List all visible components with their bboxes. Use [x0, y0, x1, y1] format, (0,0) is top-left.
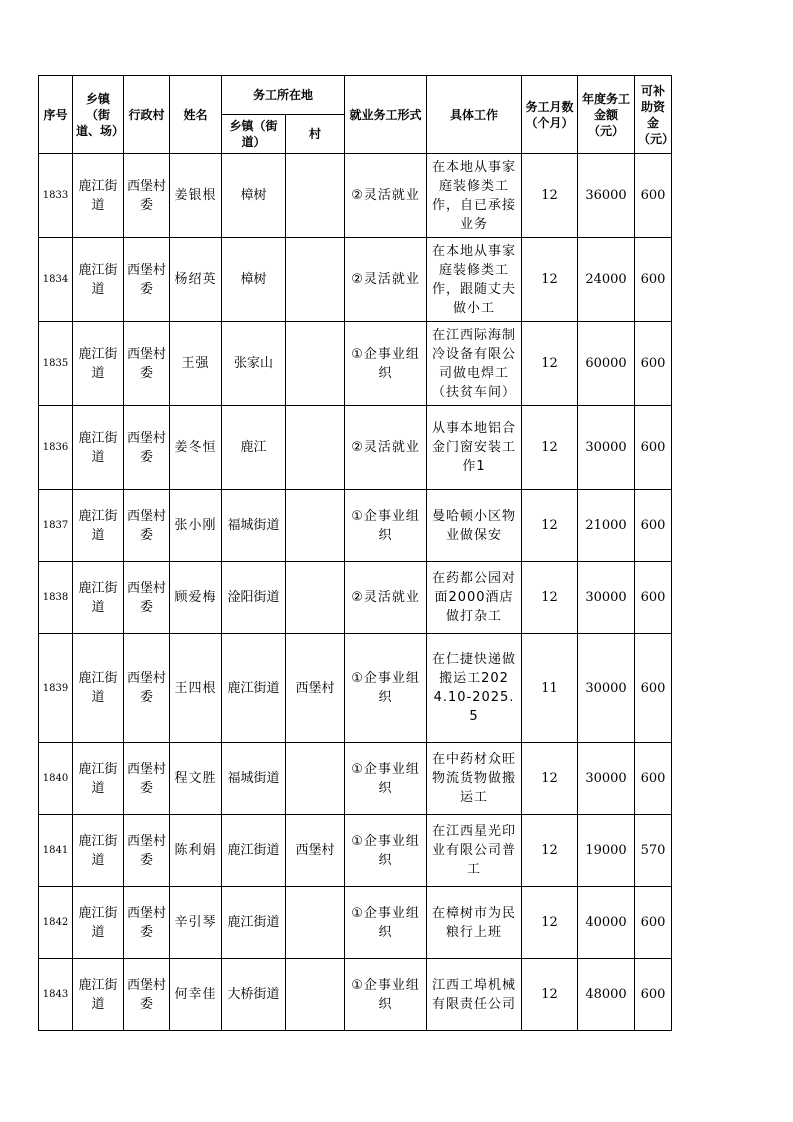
job-cell: 江西工埠机械有限责任公司	[427, 959, 522, 1031]
seq-cell: 1835	[39, 322, 73, 406]
town-cell: 鹿江街道	[73, 562, 124, 634]
loc-village-cell: 西堡村	[286, 634, 345, 743]
village-cell: 西堡村委	[124, 959, 170, 1031]
months-cell: 12	[522, 562, 578, 634]
loc-town-cell: 樟树	[222, 154, 286, 238]
loc-town-cell: 鹿江街道	[222, 815, 286, 887]
town-cell: 鹿江街道	[73, 406, 124, 490]
income-cell: 30000	[578, 634, 635, 743]
months-cell: 12	[522, 887, 578, 959]
village-cell: 西堡村委	[124, 154, 170, 238]
header-annual-income: 年度务工金额（元）	[578, 76, 635, 154]
income-cell: 24000	[578, 238, 635, 322]
loc-town-cell: 福城街道	[222, 743, 286, 815]
town-cell: 鹿江街道	[73, 238, 124, 322]
job-cell: 在仁捷快递做搬运工2024.10-2025.5	[427, 634, 522, 743]
name-cell: 姜银根	[170, 154, 222, 238]
employment-form-cell: ①企事业组织	[345, 887, 427, 959]
village-cell: 西堡村委	[124, 887, 170, 959]
seq-cell: 1841	[39, 815, 73, 887]
job-cell: 在江西星光印业有限公司普工	[427, 815, 522, 887]
name-cell: 陈利娟	[170, 815, 222, 887]
village-cell: 西堡村委	[124, 634, 170, 743]
table-row	[39, 887, 672, 959]
header-town: 乡镇（街道、场）	[73, 76, 124, 154]
seq-cell: 1840	[39, 743, 73, 815]
header-village: 行政村	[124, 76, 170, 154]
seq-cell: 1838	[39, 562, 73, 634]
loc-village-cell	[286, 887, 345, 959]
income-cell: 30000	[578, 406, 635, 490]
income-cell: 21000	[578, 490, 635, 562]
header-employment-form: 就业务工形式	[345, 76, 427, 154]
subsidy-table	[38, 75, 675, 1031]
income-cell: 30000	[578, 562, 635, 634]
loc-village-cell	[286, 743, 345, 815]
months-cell: 12	[522, 322, 578, 406]
village-cell: 西堡村委	[124, 490, 170, 562]
loc-town-cell: 淦阳街道	[222, 562, 286, 634]
name-cell: 王强	[170, 322, 222, 406]
village-cell: 西堡村委	[124, 406, 170, 490]
loc-town-cell: 福城街道	[222, 490, 286, 562]
job-cell: 在药都公园对面2000酒店做打杂工	[427, 562, 522, 634]
village-cell: 西堡村委	[124, 743, 170, 815]
subsidy-cell: 600	[635, 959, 672, 1031]
job-cell: 在樟树市为民粮行上班	[427, 887, 522, 959]
loc-village-cell	[286, 154, 345, 238]
name-cell: 顾爱梅	[170, 562, 222, 634]
income-cell: 19000	[578, 815, 635, 887]
town-cell: 鹿江街道	[73, 959, 124, 1031]
income-cell: 40000	[578, 887, 635, 959]
income-cell: 48000	[578, 959, 635, 1031]
name-cell: 张小刚	[170, 490, 222, 562]
job-cell: 在本地从事家庭装修类工作，跟随丈夫做小工	[427, 238, 522, 322]
seq-cell: 1837	[39, 490, 73, 562]
header-seq: 序号	[39, 76, 73, 154]
subsidy-cell: 600	[635, 154, 672, 238]
loc-village-cell	[286, 562, 345, 634]
seq-cell: 1843	[39, 959, 73, 1031]
village-cell: 西堡村委	[124, 562, 170, 634]
employment-form-cell: ①企事业组织	[345, 743, 427, 815]
loc-village-cell: 西堡村	[286, 815, 345, 887]
subsidy-cell: 600	[635, 743, 672, 815]
header-work-location: 务工所在地	[222, 76, 345, 115]
months-cell: 12	[522, 815, 578, 887]
subsidy-cell: 600	[635, 887, 672, 959]
subsidy-cell: 600	[635, 406, 672, 490]
loc-town-cell: 鹿江街道	[222, 634, 286, 743]
header-loc-town: 乡镇（街道）	[222, 115, 286, 154]
months-cell: 12	[522, 406, 578, 490]
job-cell: 在江西际海制冷设备有限公司做电焊工（扶贫车间）	[427, 322, 522, 406]
table-row	[39, 154, 672, 238]
subsidy-cell: 600	[635, 490, 672, 562]
name-cell: 王四根	[170, 634, 222, 743]
job-cell: 在本地从事家庭装修类工作，自已承接业务	[427, 154, 522, 238]
table-row	[39, 815, 672, 887]
table-row	[39, 743, 672, 815]
loc-town-cell: 樟树	[222, 238, 286, 322]
table-row	[39, 322, 672, 406]
town-cell: 鹿江街道	[73, 815, 124, 887]
header-loc-village: 村	[286, 115, 345, 154]
table-row	[39, 406, 672, 490]
months-cell: 12	[522, 959, 578, 1031]
months-cell: 12	[522, 490, 578, 562]
name-cell: 姜冬恒	[170, 406, 222, 490]
months-cell: 12	[522, 238, 578, 322]
seq-cell: 1839	[39, 634, 73, 743]
subsidy-cell: 600	[635, 322, 672, 406]
town-cell: 鹿江街道	[73, 490, 124, 562]
employment-form-cell: ②灵活就业	[345, 154, 427, 238]
table-row	[39, 634, 672, 743]
loc-town-cell: 大桥街道	[222, 959, 286, 1031]
header-job: 具体工作	[427, 76, 522, 154]
subsidy-cell: 570	[635, 815, 672, 887]
seq-cell: 1834	[39, 238, 73, 322]
loc-village-cell	[286, 406, 345, 490]
loc-town-cell: 鹿江	[222, 406, 286, 490]
town-cell: 鹿江街道	[73, 322, 124, 406]
income-cell: 60000	[578, 322, 635, 406]
village-cell: 西堡村委	[124, 815, 170, 887]
seq-cell: 1836	[39, 406, 73, 490]
table-row	[39, 490, 672, 562]
village-cell: 西堡村委	[124, 238, 170, 322]
months-cell: 12	[522, 743, 578, 815]
table-row	[39, 562, 672, 634]
employment-form-cell: ①企事业组织	[345, 815, 427, 887]
town-cell: 鹿江街道	[73, 887, 124, 959]
loc-village-cell	[286, 322, 345, 406]
loc-town-cell: 鹿江街道	[222, 887, 286, 959]
loc-town-cell: 张家山	[222, 322, 286, 406]
name-cell: 程文胜	[170, 743, 222, 815]
table-body	[39, 154, 672, 1031]
employment-form-cell: ①企事业组织	[345, 634, 427, 743]
employment-form-cell: ②灵活就业	[345, 406, 427, 490]
loc-village-cell	[286, 238, 345, 322]
town-cell: 鹿江街道	[73, 154, 124, 238]
town-cell: 鹿江街道	[73, 634, 124, 743]
name-cell: 杨绍英	[170, 238, 222, 322]
employment-form-cell: ②灵活就业	[345, 562, 427, 634]
job-cell: 从事本地铝合金门窗安装工作1	[427, 406, 522, 490]
income-cell: 30000	[578, 743, 635, 815]
header-subsidy: 可补助资金（元）	[635, 76, 672, 154]
job-cell: 曼哈顿小区物业做保安	[427, 490, 522, 562]
employment-form-cell: ②灵活就业	[345, 238, 427, 322]
header-months: 务工月数（个月）	[522, 76, 578, 154]
income-cell: 36000	[578, 154, 635, 238]
table-row	[39, 238, 672, 322]
loc-village-cell	[286, 490, 345, 562]
table-row	[39, 959, 672, 1031]
loc-village-cell	[286, 959, 345, 1031]
town-cell: 鹿江街道	[73, 743, 124, 815]
employment-form-cell: ①企事业组织	[345, 490, 427, 562]
header-name: 姓名	[170, 76, 222, 154]
job-cell: 在中药材众旺物流货物做搬运工	[427, 743, 522, 815]
subsidy-cell: 600	[635, 238, 672, 322]
subsidy-cell: 600	[635, 634, 672, 743]
name-cell: 何幸佳	[170, 959, 222, 1031]
village-cell: 西堡村委	[124, 322, 170, 406]
name-cell: 辛引琴	[170, 887, 222, 959]
employment-form-cell: ①企事业组织	[345, 322, 427, 406]
seq-cell: 1842	[39, 887, 73, 959]
subsidy-cell: 600	[635, 562, 672, 634]
employment-form-cell: ①企事业组织	[345, 959, 427, 1031]
months-cell: 11	[522, 634, 578, 743]
seq-cell: 1833	[39, 154, 73, 238]
months-cell: 12	[522, 154, 578, 238]
